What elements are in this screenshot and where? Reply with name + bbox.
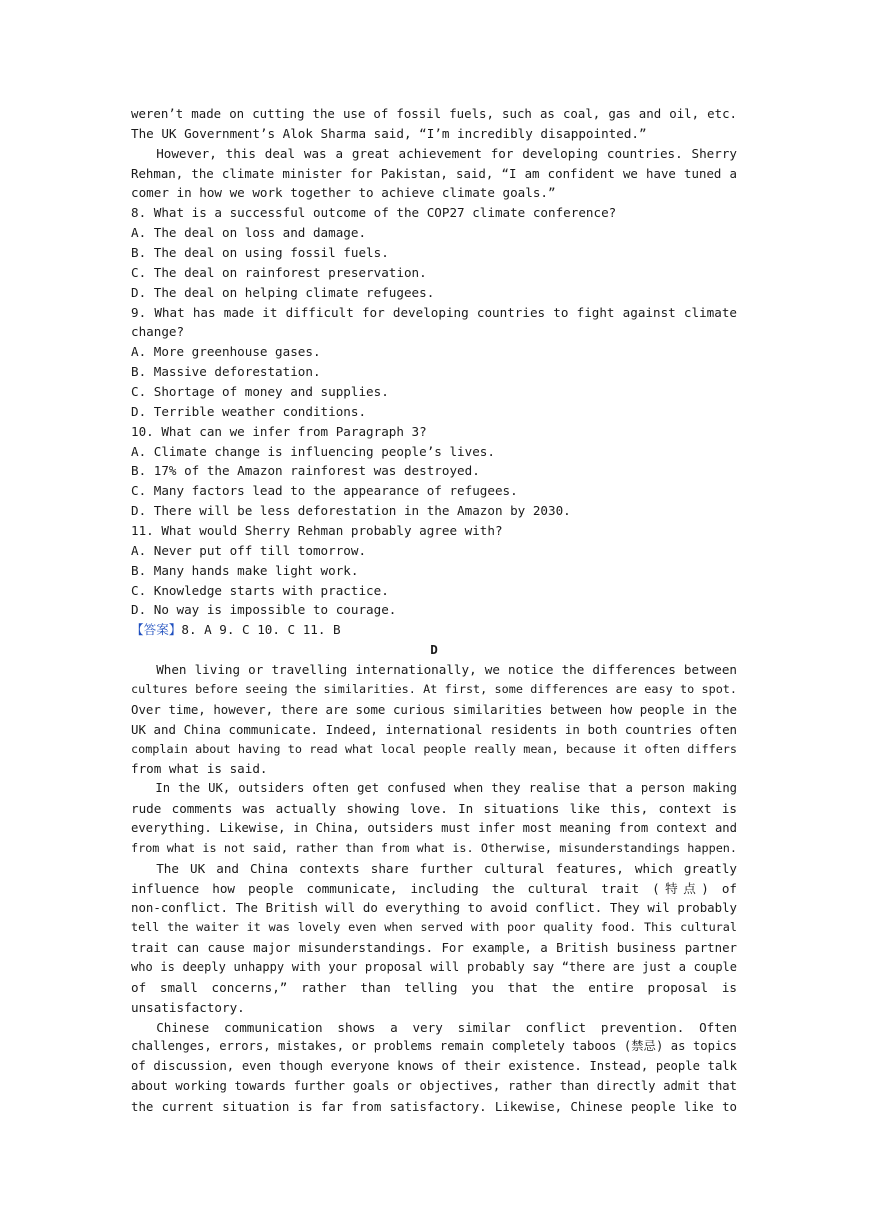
answer-line bbox=[131, 620, 737, 640]
question-option: A. Never put off till tomorrow. bbox=[131, 542, 367, 558]
question-stem: 11. What would Sherry Rehman probably agree with? bbox=[131, 523, 503, 539]
text-line: influence how people communicate, including the cultural trait (特点) of bbox=[131, 880, 737, 896]
question-option: A. The deal on loss and damage. bbox=[131, 225, 367, 241]
text-line: cultures before seeing the similarities. At first, some differences are easy to spot. bbox=[131, 681, 737, 696]
text-line: challenges, errors, mistakes, or problems remain completely taboos (禁忌) as topics bbox=[131, 1039, 737, 1054]
text-line: Chinese communication shows a very similar conflict prevention. Often bbox=[156, 1019, 737, 1035]
question-option: A. More greenhouse gases. bbox=[131, 344, 321, 360]
question-stem: 8. What is a successful outcome of the COP27 climate conference? bbox=[131, 205, 617, 221]
text-line: about working towards further goals or objectives, rather than directly admit that bbox=[131, 1079, 737, 1094]
text-line: However, this deal was a great achievement for developing countries. Sherry bbox=[156, 145, 737, 161]
text-line: complain about having to read what local people really mean, because it often differs bbox=[131, 741, 737, 756]
question-option: A. Climate change is influencing people’s lives. bbox=[131, 443, 495, 459]
question-option: C. Shortage of money and supplies. bbox=[131, 384, 389, 400]
text-line: When living or travelling internationally, we notice the differences between bbox=[156, 662, 737, 678]
question-option: B. Many hands make light work. bbox=[131, 562, 359, 578]
question-option: B. The deal on using fossil fuels. bbox=[131, 245, 389, 261]
question-option: C. Knowledge starts with practice. bbox=[131, 582, 389, 598]
question-option: D. No way is impossible to courage. bbox=[131, 602, 397, 618]
question-option: B. 17% of the Amazon rainforest was destroyed. bbox=[131, 463, 480, 479]
text-line: The UK Government’s Alok Sharma said, “I’m incredibly disappointed.” bbox=[131, 125, 647, 141]
text-line: from what is said. bbox=[131, 761, 268, 777]
text-line: Over time, however, there are some curious similarities between how people in the bbox=[131, 701, 737, 717]
answer-tag: 【答案】 bbox=[131, 622, 182, 638]
text-line: of small concerns,” rather than telling you that the entire proposal is bbox=[131, 979, 737, 995]
question-option: C. Many factors lead to the appearance of refugees. bbox=[131, 483, 518, 499]
text-line: unsatisfactory. bbox=[131, 999, 245, 1015]
text-line: UK and China communicate. Indeed, international residents in both countries often bbox=[131, 721, 737, 737]
text-line: tell the waiter it was lovely even when served with poor quality food. This cultural bbox=[131, 920, 737, 935]
answer-text: 8. A 9. C 10. C 11. B bbox=[181, 622, 341, 638]
text-line: non-conflict. The British will do everything to avoid conflict. They wil probably bbox=[131, 900, 737, 916]
question-option: B. Massive deforestation. bbox=[131, 364, 321, 380]
text-line: Rehman, the climate minister for Pakistan, said, “I am confident we have tuned a bbox=[131, 165, 737, 181]
text-line: In the UK, outsiders often get confused when they realise that a person making bbox=[155, 781, 737, 796]
text-line: comer in how we work together to achieve climate goals.” bbox=[131, 185, 556, 201]
text-line: of discussion, even though everyone knows of their existence. Instead, people talk bbox=[131, 1059, 737, 1074]
text-line: trait can cause major misunderstandings. For example, a British business partner bbox=[131, 940, 737, 956]
question-stem: 10. What can we infer from Paragraph 3? bbox=[131, 423, 427, 439]
text-line: who is deeply unhappy with your proposal will probably say “there are just a couple bbox=[131, 959, 737, 974]
section-title: D bbox=[430, 642, 438, 658]
question-option: D. The deal on helping climate refugees. bbox=[131, 284, 435, 300]
text-line: The UK and China contexts share further cultural features, which greatly bbox=[156, 860, 737, 876]
question-stem: change? bbox=[131, 324, 185, 340]
question-stem: 9. What has made it difficult for developing countries to fight against climate bbox=[131, 304, 737, 320]
question-option: D. Terrible weather conditions. bbox=[131, 403, 367, 419]
document-page bbox=[131, 104, 737, 1117]
question-option: C. The deal on rainforest preservation. bbox=[131, 264, 427, 280]
text-line: weren’t made on cutting the use of fossil fuels, such as coal, gas and oil, etc. bbox=[131, 106, 737, 121]
question-option: D. There will be less deforestation in the Amazon by 2030. bbox=[131, 503, 571, 519]
text-line: the current situation is far from satisfactory. Likewise, Chinese people like to bbox=[131, 1098, 737, 1114]
text-line: from what is not said, rather than from what is. Otherwise, misunderstandings happen. bbox=[131, 840, 737, 855]
text-line: rude comments was actually showing love. In situations like this, context is bbox=[131, 801, 737, 817]
text-line: everything. Likewise, in China, outsiders must infer most meaning from context and bbox=[131, 820, 737, 835]
